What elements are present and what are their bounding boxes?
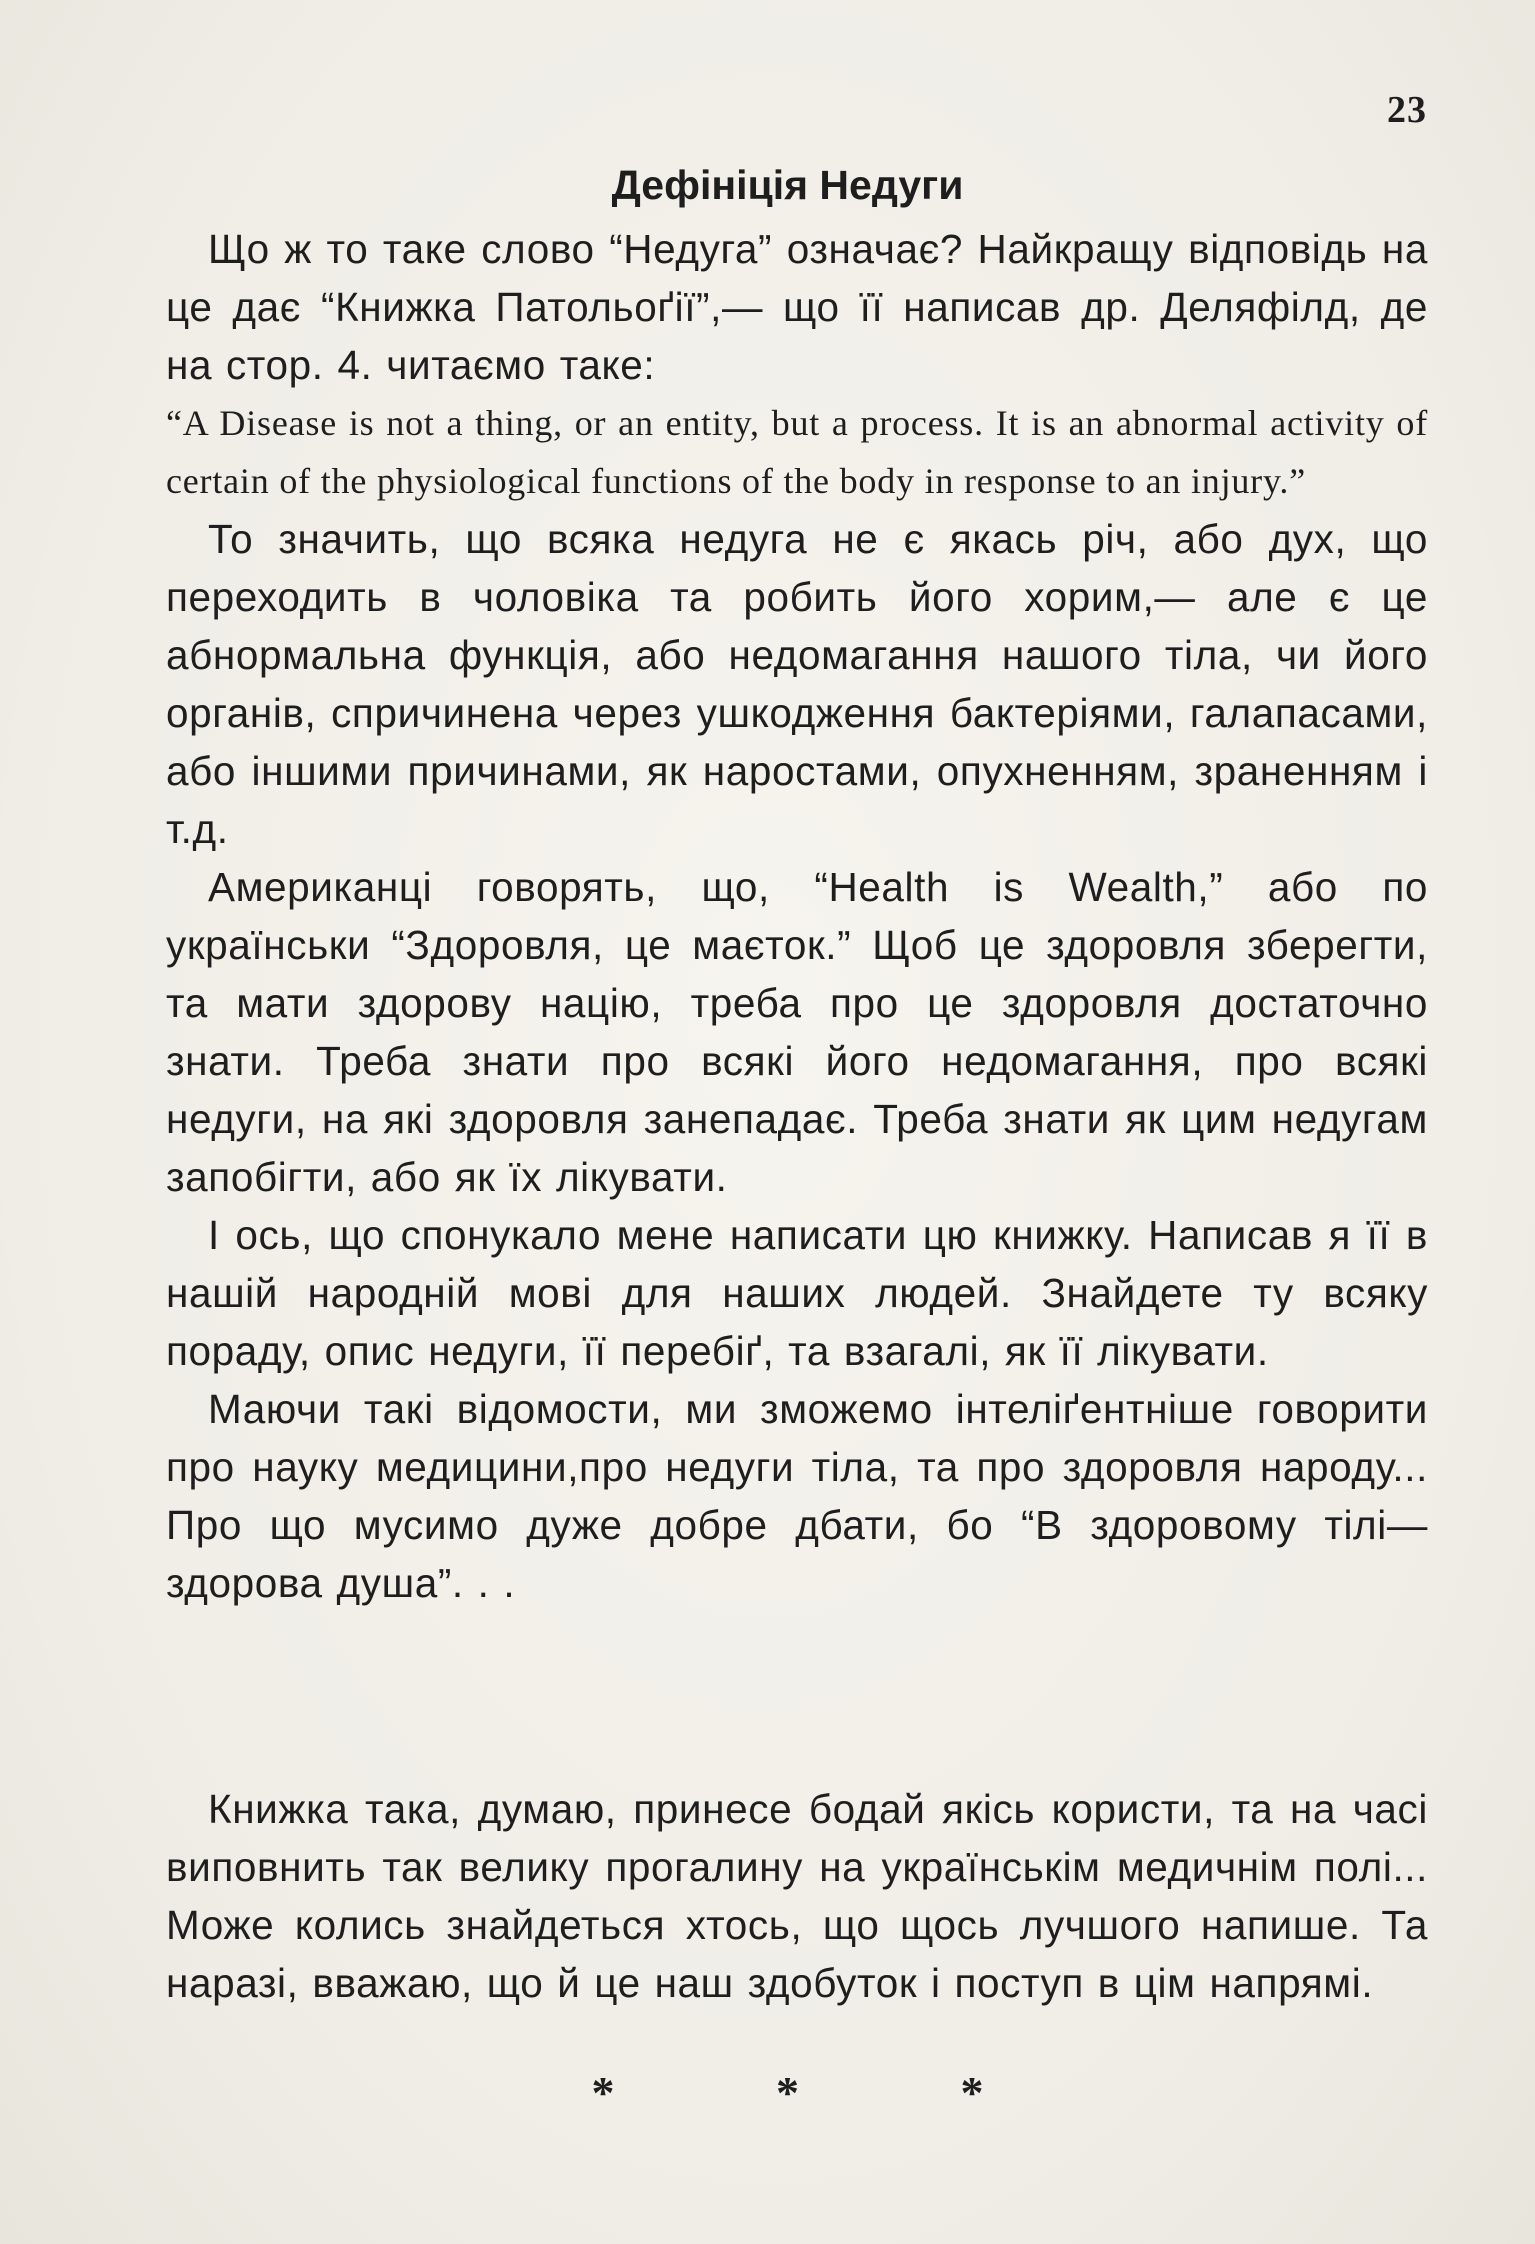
- paragraph-1: Що ж то таке слово “Недуга” означає? Найкращу відповідь на це дає “Книжка Патольоґії”,— що її написав др. Деляфілд, де на стор. 4. читаємо таке:: [166, 226, 1428, 388]
- page-number: 23: [1387, 89, 1427, 131]
- paragraph-2: То значить, що всяка недуга не є якась річ, або дух, що переходить в чоловіка та робить його хорим,— але є це абнормальна функція, або недомагання нашого тіла, чи його органів, спричинена через ушкодження бактеріями, галапасами, або іншими причинами, як наростами, опухненням, зраненням і т.д.: [166, 516, 1428, 852]
- paragraph-5: Маючи такі відомости, ми зможемо інтеліґентніше говорити про науку медицини,про недуги тіла, та про здоровля народу... Про що мусимо дуже добре дбати, бо “В здоровому тілі—здорова душа”. . .: [166, 1386, 1428, 1606]
- english-quote: “A Disease is not a thing, or an entity, but a process. It is an abnormal activity of certain of the physiological functions of the body in response to an injury.”: [166, 403, 1428, 501]
- body-block-2: [166, 1780, 1428, 2012]
- section-title: Дефініція Недуги: [611, 162, 964, 208]
- paragraph-6: Книжка така, думаю, принесе бодай якісь користи, та на часі виповнить так велику прогалину на українськім медичнім полі... Може колись знайдеться хтось, що щось лучшого напише. Та наразі, вважаю, що й це наш здобуток і поступ в цім напрямі.: [166, 1786, 1428, 2006]
- paragraph-3: Американці говорять, що, “Health is Wealth,” або по українськи “Здоровля, це маєток.” Щоб це здоровля зберегти, та мати здорову націю, треба про це здоровля достаточно знати. Треба знати про всякі його недомагання, про всякі недуги, на які здоровля занепадає. Треба знати як цим недугам запобігти, або як їх лікувати.: [166, 864, 1428, 1200]
- section-separator: * * *: [591, 2067, 984, 2118]
- paragraph-4: І ось, що спонукало мене написати цю книжку. Написав я її в нашій народній мові для наших людей. Знайдете ту всяку пораду, опис недуги, її перебіґ, та взагалі, як її лікувати.: [166, 1212, 1428, 1374]
- body-block-1: [166, 220, 1428, 1612]
